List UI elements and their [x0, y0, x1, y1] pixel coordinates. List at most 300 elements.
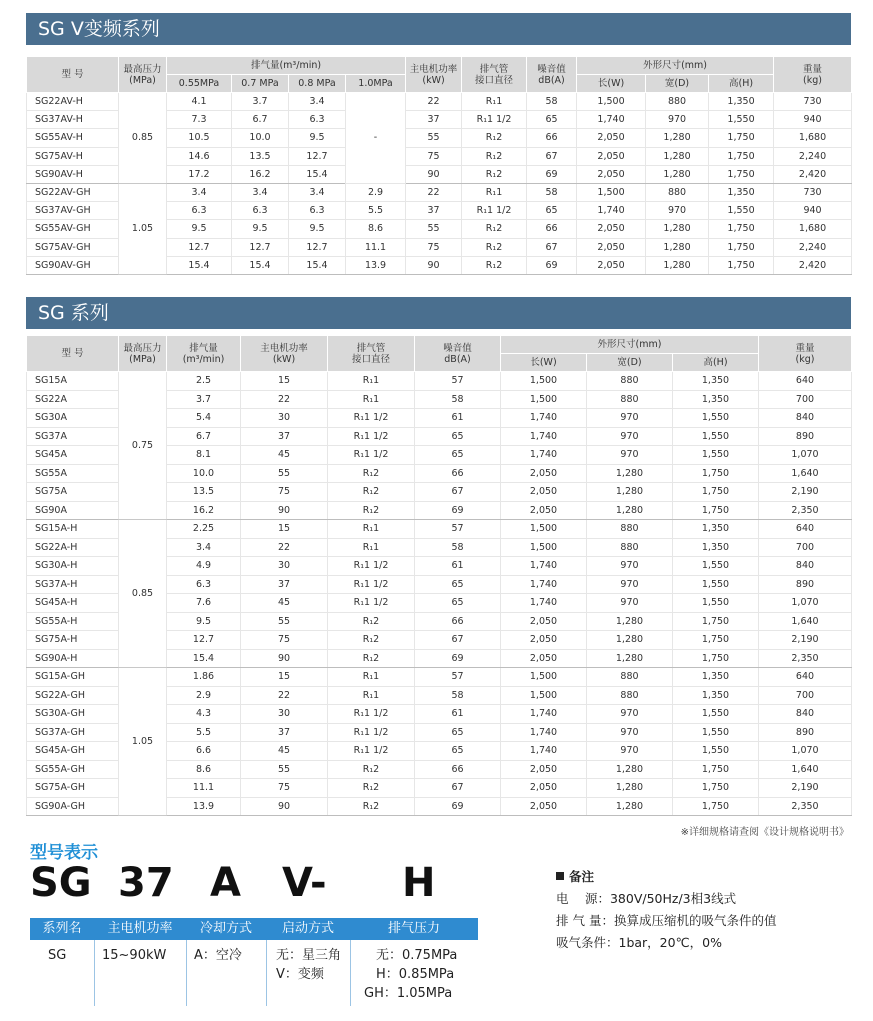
table-cell: 67 — [415, 779, 501, 798]
header-outlet: 排气管 接口直径 — [462, 57, 527, 93]
table-cell: 65 — [415, 742, 501, 761]
table-cell: 67 — [527, 238, 577, 256]
table-cell: 13.9 — [346, 256, 406, 274]
table-cell: 12.7 — [289, 238, 346, 256]
table-cell: 1,750 — [709, 220, 774, 238]
table-cell: 1,500 — [501, 668, 587, 687]
model-cell: SG55A-H — [27, 612, 119, 631]
table-cell: 840 — [759, 705, 852, 724]
table-cell: 2,050 — [577, 256, 646, 274]
header-max-pressure: 最高压力 (MPa) — [119, 57, 167, 93]
table-cell: 2,420 — [774, 165, 852, 183]
table-cell: 1,550 — [673, 575, 759, 594]
table-cell: 75 — [241, 631, 328, 650]
header-delivery-10: 1.0MPa — [346, 75, 406, 93]
table-cell: 1,280 — [587, 501, 673, 520]
model-code-title: 型号表示 — [30, 843, 98, 863]
model-cell: SG15A-GH — [27, 668, 119, 687]
table-cell: R₁1 1/2 — [328, 723, 415, 742]
remarks-block — [556, 866, 776, 954]
table-cell: 65 — [415, 427, 501, 446]
table-cell: 90 — [241, 649, 328, 668]
table-cell: 1,280 — [646, 238, 709, 256]
model-cell: SG90A-H — [27, 649, 119, 668]
table-cell: 11.1 — [346, 238, 406, 256]
legend-series-label: 系列名 — [42, 921, 82, 936]
table-cell: 1,500 — [501, 372, 587, 391]
table-cell: 55 — [241, 760, 328, 779]
table-cell: 880 — [587, 538, 673, 557]
table-cell: 4.3 — [167, 705, 241, 724]
model-cell: SG75AV-GH — [27, 238, 119, 256]
header-model: 型 号 — [27, 57, 119, 93]
table-cell: 2,350 — [759, 649, 852, 668]
table-cell: R₁2 — [328, 501, 415, 520]
table-cell: 1,280 — [587, 760, 673, 779]
table-cell: 75 — [241, 779, 328, 798]
model-cell: SG22AV-H — [27, 93, 119, 111]
table-cell: R₁1 1/2 — [328, 446, 415, 465]
table-cell: 1.86 — [167, 668, 241, 687]
table-cell: 1,350 — [673, 520, 759, 539]
table-cell: 65 — [415, 575, 501, 594]
table-cell: 2,190 — [759, 483, 852, 502]
pressure-cell: 0.85 — [119, 520, 167, 668]
table-cell: 2.9 — [167, 686, 241, 705]
table-cell: 16.2 — [232, 165, 289, 183]
spec-footnote: ※详细规格请查阅《设计规格说明书》 — [680, 827, 849, 838]
table-row — [27, 520, 852, 539]
table-cell: 2,050 — [577, 129, 646, 147]
table-cell: 15.4 — [289, 165, 346, 183]
table-cell: 1,750 — [673, 631, 759, 650]
remarks-line: 电 源：380V/50Hz/3相3线式 — [556, 891, 737, 906]
table-cell: 2.9 — [346, 183, 406, 201]
table-cell: 37 — [406, 202, 462, 220]
table-cell: 1,550 — [673, 409, 759, 428]
table-cell: 67 — [415, 631, 501, 650]
table-cell: R₁2 — [328, 649, 415, 668]
table-cell: 57 — [415, 668, 501, 687]
table-cell: 970 — [587, 742, 673, 761]
model-cell: SG55A-GH — [27, 760, 119, 779]
table-cell: 2,350 — [759, 797, 852, 816]
table-row — [27, 93, 852, 111]
table-cell: 12.7 — [232, 238, 289, 256]
header-delivery-07: 0.7 MPa — [232, 75, 289, 93]
table-cell: 1,280 — [646, 220, 709, 238]
table-cell: 1,350 — [709, 183, 774, 201]
table-cell: 1,500 — [501, 390, 587, 409]
table-cell: 2,050 — [501, 649, 587, 668]
table-cell: - — [346, 93, 406, 184]
table-cell: 65 — [527, 111, 577, 129]
table-cell: 6.7 — [167, 427, 241, 446]
table-cell: 3.7 — [232, 93, 289, 111]
model-cell: SG37A-H — [27, 575, 119, 594]
table-cell: 880 — [587, 686, 673, 705]
table-cell: 2,190 — [759, 631, 852, 650]
table-cell: 970 — [587, 557, 673, 576]
table-cell: 11.1 — [167, 779, 241, 798]
model-cell: SG22A — [27, 390, 119, 409]
model-cell: SG75A-H — [27, 631, 119, 650]
table-cell: 1,550 — [709, 202, 774, 220]
table-cell: 3.4 — [167, 183, 232, 201]
legend-start-value-2: V：变频 — [276, 967, 324, 982]
table-cell: 57 — [415, 372, 501, 391]
table-cell: 30 — [241, 409, 328, 428]
table-cell: 890 — [759, 723, 852, 742]
table-cell: 1,750 — [709, 165, 774, 183]
table-cell: 880 — [646, 183, 709, 201]
table-cell: 1,740 — [501, 705, 587, 724]
header-delivery-055: 0.55MPa — [167, 75, 232, 93]
header-dim-h: 高(H) — [709, 75, 774, 93]
table-cell: 970 — [646, 111, 709, 129]
model-cell: SG90AV-GH — [27, 256, 119, 274]
model-cell: SG75AV-H — [27, 147, 119, 165]
table-cell: 1,640 — [759, 612, 852, 631]
header-dim-w: 长(W) — [577, 75, 646, 93]
table-cell: 970 — [587, 409, 673, 428]
table-cell: 2,050 — [501, 779, 587, 798]
code-part-power: 37 — [118, 860, 174, 906]
table-cell: 1,740 — [501, 723, 587, 742]
table-cell: 6.3 — [232, 202, 289, 220]
table-cell: 1,550 — [673, 427, 759, 446]
table-cell: 1,550 — [673, 594, 759, 613]
pressure-cell: 1.05 — [119, 668, 167, 816]
table-cell: 1,740 — [501, 575, 587, 594]
table-cell: R₁2 — [462, 238, 527, 256]
table-cell: 640 — [759, 668, 852, 687]
header-noise: 噪音值 dB(A) — [527, 57, 577, 93]
table-cell: 1,280 — [587, 649, 673, 668]
model-cell: SG30A-H — [27, 557, 119, 576]
header-weight: 重量 (kg) — [759, 336, 852, 372]
table-cell: 970 — [587, 427, 673, 446]
table-cell: 7.6 — [167, 594, 241, 613]
table-cell: 700 — [759, 686, 852, 705]
table-cell: 1,280 — [587, 612, 673, 631]
table-cell: 890 — [759, 427, 852, 446]
table-cell: 6.3 — [289, 111, 346, 129]
table-cell: 1,550 — [673, 723, 759, 742]
table-cell: 3.4 — [232, 183, 289, 201]
table-cell: 6.3 — [167, 575, 241, 594]
table-cell: 15.4 — [167, 256, 232, 274]
header-dim-d: 宽(D) — [587, 354, 673, 372]
table-cell: 69 — [527, 256, 577, 274]
header-delivery-08: 0.8 MPa — [289, 75, 346, 93]
table-cell: 65 — [415, 723, 501, 742]
legend-start-value-1: 无：星三角 — [276, 948, 342, 963]
table-cell: 2,050 — [501, 612, 587, 631]
table-cell: 6.6 — [167, 742, 241, 761]
table-cell: 880 — [587, 520, 673, 539]
header-weight: 重量 (kg) — [774, 57, 852, 93]
table-cell: 970 — [587, 705, 673, 724]
table-cell: 2,420 — [774, 256, 852, 274]
legend-pressure-label: 排气压力 — [387, 921, 440, 936]
table-cell: 3.4 — [167, 538, 241, 557]
table-cell: 940 — [774, 111, 852, 129]
table-cell: 1,350 — [673, 538, 759, 557]
table-cell: R₁2 — [462, 129, 527, 147]
table-cell: R₁1 — [328, 668, 415, 687]
header-delivery: 排气量(m³/min) — [167, 57, 406, 75]
code-part-series: SG — [30, 860, 92, 906]
table-cell: 1,680 — [774, 129, 852, 147]
model-cell: SG22A-GH — [27, 686, 119, 705]
table-cell: R₁2 — [462, 256, 527, 274]
header-dimensions: 外形尺寸(mm) — [577, 57, 774, 75]
table-cell: R₁1 — [462, 93, 527, 111]
table-cell: 90 — [241, 797, 328, 816]
remarks-line: 吸气条件：1bar，20℃，0% — [556, 935, 722, 950]
table-cell: 30 — [241, 557, 328, 576]
table-cell: 14.6 — [167, 147, 232, 165]
header-dim-d: 宽(D) — [646, 75, 709, 93]
table-cell: 3.4 — [289, 93, 346, 111]
model-cell: SG37A-GH — [27, 723, 119, 742]
table-cell: 69 — [527, 165, 577, 183]
table-cell: 1,500 — [501, 538, 587, 557]
table-cell: 45 — [241, 446, 328, 465]
table-cell: 65 — [527, 202, 577, 220]
table-cell: 12.7 — [167, 238, 232, 256]
table-cell: 6.7 — [232, 111, 289, 129]
table-cell: 1,550 — [673, 705, 759, 724]
table-cell: 66 — [527, 220, 577, 238]
model-cell: SG15A-H — [27, 520, 119, 539]
model-cell: SG37AV-H — [27, 111, 119, 129]
table-cell: 6.3 — [289, 202, 346, 220]
table-cell: R₁1 1/2 — [328, 409, 415, 428]
remarks-line: 排 气 量：换算成压缩机的吸气条件的值 — [556, 913, 777, 928]
table-cell: R₁1 1/2 — [328, 705, 415, 724]
remarks-title: 备注 — [556, 866, 776, 888]
table-cell: 22 — [241, 686, 328, 705]
table-cell: 1,740 — [577, 111, 646, 129]
table-cell: 9.5 — [232, 220, 289, 238]
table-cell: 880 — [646, 93, 709, 111]
model-cell: SG22A-H — [27, 538, 119, 557]
table-cell: 2,050 — [501, 483, 587, 502]
table-cell: 9.5 — [167, 612, 241, 631]
table-cell: 1,750 — [673, 464, 759, 483]
table-cell: 940 — [774, 202, 852, 220]
model-cell: SG37A — [27, 427, 119, 446]
table-cell: 1,070 — [759, 742, 852, 761]
table-cell: 700 — [759, 538, 852, 557]
table-cell: 1,750 — [673, 501, 759, 520]
legend-divider — [186, 940, 187, 1006]
legend-cooling-label: 冷却方式 — [199, 921, 252, 936]
table-cell: 2,050 — [577, 147, 646, 165]
model-cell: SG15A — [27, 372, 119, 391]
table-cell: 1,280 — [587, 631, 673, 650]
table-cell: R₁2 — [328, 797, 415, 816]
table-cell: 2,240 — [774, 147, 852, 165]
table-cell: 970 — [646, 202, 709, 220]
table-cell: 2,050 — [501, 464, 587, 483]
model-cell: SG45A-H — [27, 594, 119, 613]
table-cell: 3.7 — [167, 390, 241, 409]
legend-pressure-value-2: H：0.85MPa — [376, 967, 455, 982]
table-cell: 55 — [406, 220, 462, 238]
legend-pressure-value-1: 无：0.75MPa — [376, 948, 458, 963]
table-cell: 9.5 — [289, 220, 346, 238]
sg-spec-table — [26, 335, 852, 816]
table-cell: R₁1 1/2 — [462, 111, 527, 129]
table-cell: 970 — [587, 575, 673, 594]
table-cell: 1,550 — [709, 111, 774, 129]
table-cell: 2.5 — [167, 372, 241, 391]
code-part-cooling: A — [210, 860, 241, 906]
table-cell: 15 — [241, 668, 328, 687]
table-cell: 1,500 — [577, 183, 646, 201]
table-cell: 1,740 — [501, 409, 587, 428]
table-cell: 61 — [415, 705, 501, 724]
header-motor-power: 主电机功率 (kW) — [241, 336, 328, 372]
table-cell: 1,280 — [587, 779, 673, 798]
model-cell: SG37AV-GH — [27, 202, 119, 220]
table-cell: 45 — [241, 742, 328, 761]
table-cell: 2,050 — [577, 165, 646, 183]
table-cell: R₁1 — [328, 372, 415, 391]
code-part-pressure: H — [402, 860, 436, 906]
table-cell: 37 — [406, 111, 462, 129]
model-cell: SG55AV-GH — [27, 220, 119, 238]
table-cell: 1,350 — [673, 668, 759, 687]
table-row — [27, 183, 852, 201]
table-cell: 9.5 — [167, 220, 232, 238]
table-cell: 58 — [415, 686, 501, 705]
table-cell: 3.4 — [289, 183, 346, 201]
table-cell: 75 — [241, 483, 328, 502]
table-cell: R₁1 — [328, 390, 415, 409]
table-cell: 1,750 — [673, 797, 759, 816]
table-cell: 700 — [759, 390, 852, 409]
table-cell: 2,050 — [577, 238, 646, 256]
table-cell: 66 — [527, 129, 577, 147]
table-cell: 10.5 — [167, 129, 232, 147]
table-cell: 8.6 — [346, 220, 406, 238]
table-cell: 840 — [759, 409, 852, 428]
table-cell: 67 — [415, 483, 501, 502]
table-cell: 69 — [415, 649, 501, 668]
table-cell: 66 — [415, 464, 501, 483]
table-cell: 880 — [587, 390, 673, 409]
table-cell: 16.2 — [167, 501, 241, 520]
table-cell: 1,740 — [501, 594, 587, 613]
section-title-sg-v-series: SG V变频系列 — [26, 13, 851, 45]
table-cell: 22 — [241, 390, 328, 409]
table-cell: 61 — [415, 409, 501, 428]
table-cell: 15.4 — [167, 649, 241, 668]
table-cell: 5.4 — [167, 409, 241, 428]
table-cell: R₁1 1/2 — [328, 575, 415, 594]
header-dim-w: 长(W) — [501, 354, 587, 372]
table-cell: 1,350 — [673, 686, 759, 705]
table-cell: 1,750 — [709, 238, 774, 256]
legend-cooling-value: A：空冷 — [194, 948, 242, 963]
table-cell: R₁2 — [462, 147, 527, 165]
header-dim-h: 高(H) — [673, 354, 759, 372]
table-cell: 2,050 — [501, 797, 587, 816]
table-cell: 1,350 — [673, 390, 759, 409]
model-cell: SG75A — [27, 483, 119, 502]
table-cell: 66 — [415, 612, 501, 631]
table-cell: 1,350 — [673, 372, 759, 391]
table-cell: 75 — [406, 147, 462, 165]
model-cell: SG30A-GH — [27, 705, 119, 724]
legend-divider — [266, 940, 267, 1006]
model-cell: SG30A — [27, 409, 119, 428]
legend-divider — [94, 940, 95, 1006]
table-cell: 15 — [241, 520, 328, 539]
table-cell: 2.25 — [167, 520, 241, 539]
model-cell: SG45A-GH — [27, 742, 119, 761]
table-cell: 12.7 — [289, 147, 346, 165]
sg-table-body — [27, 372, 852, 816]
header-dimensions: 外形尺寸(mm) — [501, 336, 759, 354]
table-cell: 1,280 — [587, 797, 673, 816]
table-row — [27, 372, 852, 391]
table-cell: 66 — [415, 760, 501, 779]
table-cell: 1,750 — [673, 760, 759, 779]
table-cell: 1,280 — [646, 256, 709, 274]
table-cell: 9.5 — [289, 129, 346, 147]
table-cell: 4.1 — [167, 93, 232, 111]
table-cell: 58 — [527, 93, 577, 111]
table-cell: 15 — [241, 372, 328, 391]
table-cell: 58 — [527, 183, 577, 201]
table-cell: 1,750 — [673, 649, 759, 668]
model-cell: SG45A — [27, 446, 119, 465]
table-cell: R₁2 — [462, 165, 527, 183]
table-cell: R₁1 1/2 — [328, 594, 415, 613]
table-cell: 1,740 — [501, 427, 587, 446]
legend-start-label: 启动方式 — [281, 921, 334, 936]
legend-series-value: SG — [48, 948, 67, 963]
legend-power-label: 主电机功率 — [107, 921, 173, 936]
header-max-pressure: 最高压力 (MPa) — [119, 336, 167, 372]
table-cell: 4.9 — [167, 557, 241, 576]
model-cell: SG75A-GH — [27, 779, 119, 798]
table-cell: 1,740 — [501, 446, 587, 465]
table-cell: 1,680 — [774, 220, 852, 238]
table-cell: 5.5 — [346, 202, 406, 220]
legend-divider — [350, 940, 351, 1006]
table-cell: 55 — [241, 612, 328, 631]
table-cell: 2,190 — [759, 779, 852, 798]
table-cell: 1,070 — [759, 446, 852, 465]
table-cell: 1,640 — [759, 464, 852, 483]
table-cell: 1,500 — [501, 686, 587, 705]
table-cell: 15.4 — [232, 256, 289, 274]
table-cell: 880 — [587, 372, 673, 391]
model-cell: SG90AV-H — [27, 165, 119, 183]
table-cell: 1,640 — [759, 760, 852, 779]
table-cell: R₁1 — [462, 183, 527, 201]
table-cell: 1,740 — [501, 557, 587, 576]
table-cell: 45 — [241, 594, 328, 613]
table-cell: R₁2 — [328, 483, 415, 502]
table-cell: 880 — [587, 668, 673, 687]
